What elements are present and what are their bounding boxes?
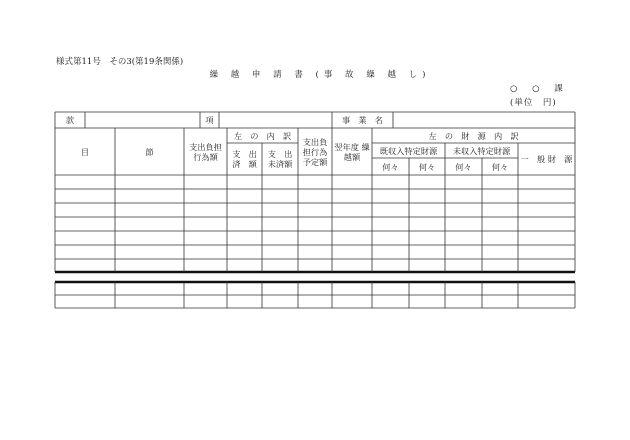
nani-header-1: 何々 bbox=[382, 161, 399, 172]
moku-header: 目 bbox=[80, 146, 90, 157]
nani-header-3: 何々 bbox=[455, 161, 472, 172]
ippan-zaigen-header: 一 般 財 源 bbox=[520, 154, 573, 164]
document-title: 繰 越 申 請 書 (事 故 繰 越 し) bbox=[209, 70, 431, 80]
shishutsu-mizumi-header: 支 出 未済額 bbox=[267, 149, 293, 169]
unit-label: (単位 円) bbox=[510, 98, 557, 108]
nani-header-2: 何々 bbox=[418, 161, 436, 172]
setsu-header: 節 bbox=[145, 146, 154, 157]
kishuunyu-header: 既収入特定財源 bbox=[379, 145, 438, 156]
shishutsu-zumi-header: 支 出 済 額 bbox=[232, 149, 257, 169]
shishutsu-futan-header: 支出負担 行為額 bbox=[189, 141, 222, 162]
kou-label: 項 bbox=[205, 115, 214, 125]
mishuunyu-header: 未収入特定財源 bbox=[452, 145, 511, 156]
zaigen-uchiwake-header: 左 の 財 源 内 訳 bbox=[428, 130, 519, 141]
nani-header-4: 何々 bbox=[491, 161, 509, 172]
department-label: ○ ○ 課 bbox=[510, 84, 569, 94]
hidari-uchiwake-header: 左 の 内 訳 bbox=[233, 130, 292, 141]
yokunendo-header: 翌年度 繰越額 bbox=[334, 141, 370, 162]
jigyo-label: 事 業 名 bbox=[342, 115, 383, 125]
yotei-gaku-header: 支出負 担行為 予定額 bbox=[302, 136, 328, 167]
kan-label: 款 bbox=[65, 115, 75, 125]
form-id: 様式第11号 その3(第19条関係) bbox=[56, 57, 184, 67]
